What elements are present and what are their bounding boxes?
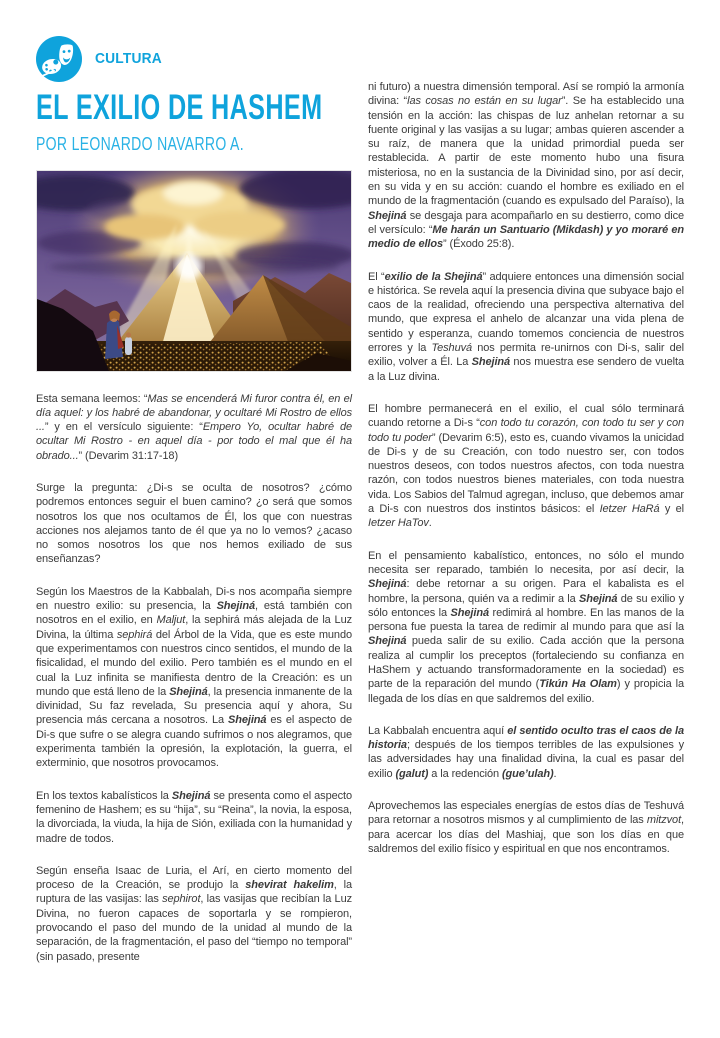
text-run: nos permita re-unirnos con Di-s, salir del exilio, volver a Él. La <box>368 342 684 369</box>
text-run: ” y en el versículo siguiente: “ <box>44 421 203 434</box>
text-run: : debe retornar a su origen. Para el kabalista es el hombre, la persona, quién va a redimir a la <box>368 578 684 605</box>
article-column-right <box>368 36 684 964</box>
text-run: , la presencia inmanente de la divinidad, Su faz revelada, Su presencia aquí y ahora, Su presencia más cercana a nosotros. La <box>36 685 352 727</box>
text-run: ”. Se ha establecido una tensión en la acción: las chispas de luz anhelan retornar a su fuente original y las vasijas a su lugar; ambas quieren ascender a su raíz, de manera que la unidad primordial pueda ser restablecida. A partir de este momento hubo una fisura misteriosa, no en la sustancia de la Divinidad sino, por así decir, en su vida y en su acción: cuando el hombre es exiliado en el mundo de la fragmentación (cuando es expulsado del Paraíso), la <box>368 95 684 208</box>
emphasized-text: (galut) <box>395 767 429 780</box>
emphasized-text: Shejiná <box>216 600 255 613</box>
text-run: . <box>428 517 432 530</box>
text-run: Aprovechemos las especiales energías de estos días de Teshuvá para retornar a nosotros mismos y al cumplimiento de las <box>368 800 684 827</box>
emphasized-text: las cosas no están en su lugar <box>407 95 562 108</box>
emphasized-text: Shejiná <box>368 578 407 591</box>
emphasized-text: Tikún Ha Olam <box>539 678 617 691</box>
paragraph <box>368 80 684 252</box>
text-run: pueda salir de su exilio. Cada acción que la persona realiza al cumplir los preceptos (fortaleciendo su confianza en HaShem y actuando transformadoramente en la sociedad) es parte de la reparación del mundo ( <box>368 635 684 691</box>
paragraph <box>36 392 352 463</box>
emphasized-text: Shejiná <box>578 592 618 605</box>
text-run: ) y propicia la llegada de los días en que saldremos del exilio. <box>368 678 684 705</box>
emphasized-text: Empero Yo, ocultar habré de ocultar Mi Rostro - en aquel día - por todo el mal que él ha obrado... <box>36 421 352 462</box>
text-run: En los textos kabalísticos la <box>36 789 172 802</box>
byline: POR LEONARDO NAVARRO A. <box>36 133 244 154</box>
text-run: ” adquiere entonces una dimensión social e histórica. Se revela aquí la presencia divina que subyace bajo el caos de la realidad, ofreciendo una perspectiva alternativa del mundo, que expresa el anhelo de alcanzar una vida plena de sentido y esperanza, cuando tomemos conciencia de nuestros errores y la <box>368 270 684 355</box>
text-run: de su exilio y sólo entonces la <box>368 592 684 619</box>
paragraph <box>368 270 684 384</box>
article-header <box>36 36 352 153</box>
text-run: En el pensamiento kabalístico, entonces, no sólo el mundo necesita ser reparado, también lo necesita, por así decir, la <box>368 549 684 576</box>
emphasized-text: Maljut <box>156 614 186 627</box>
text-run: redimirá al hombre. En las manos de la persona fue puesta la tarea de redimir al mundo para que así la <box>368 606 684 634</box>
text-run: , para acercar los días del Mashiaj, que son los días en que saldremos del exilio físico y espiritual en que nos encontramos. <box>368 814 684 855</box>
text-run: El hombre permanecerá en el exilio, el cual sólo terminará cuando retorne a Di-s “ <box>368 402 684 430</box>
paragraph <box>368 799 684 856</box>
text-run: . <box>553 767 557 780</box>
text-run: del Árbol de la Vida, que es este mundo que experimentamos con nuestros cinco sentidos, el mundo de la fisicalidad, el mundo del exilio. Pero también es el mundo en el cual la Luz infinita se manifiesta dentro de la Creación: es un mundo que está lleno de la <box>36 628 352 698</box>
text-run: Surge la pregunta: ¿Di-s se oculta de nosotros? ¿cómo podremos entonces seguir el buen camino? ¿o será que somos nosotros los que nos ocultamos de Él, los que con nuestras acciones nos alejamos tanto de él que ya no lo vemos? ¿acaso no somos nosotros los que nos hemos exiliado de sus enseñanzas? <box>36 481 352 566</box>
hero-image <box>36 170 352 372</box>
text-run: , las vasijas que recibían la Luz Divina, no fueron capaces de soportarla y se rompieron, provocando el paso del mundo de la unidad al mundo de la separación, de la fragmentación, el paso del “tiempo no temporal” (sin pasado, presente <box>36 893 352 963</box>
emphasized-text: Ietzer HaTov <box>368 517 429 530</box>
paragraph <box>368 402 684 531</box>
emphasized-text: Ietzer HaRá <box>599 503 660 516</box>
text-run: nos muestra ese sendero de vuelta a la Luz divina. <box>368 356 685 383</box>
text-run: ; después de los tiempos terribles de las expulsiones y las adversidades hay una finalidad divina, la cual es pasar del exilio <box>368 739 684 780</box>
emphasized-text: sephirot <box>162 893 201 906</box>
emphasized-text: exilio de la Shejiná <box>384 270 483 283</box>
paragraph <box>368 549 684 706</box>
text-run: Según los Maestros de la Kabbalah, Di-s nos acompaña siempre en nuestro exilio: su presencia, la <box>36 585 352 613</box>
two-column-layout <box>36 36 684 964</box>
section-label: CULTURA <box>95 51 162 67</box>
emphasized-text: Shejiná <box>228 714 267 727</box>
paragraph <box>36 789 352 846</box>
emphasized-text: con todo tu corazón, con todo tu ser y con todo tu poder <box>368 417 684 444</box>
article-text-left <box>36 392 352 964</box>
emphasized-text: Me harán un Santuario (Mikdash) y yo moraré en medio de ellos <box>368 223 684 251</box>
paragraph <box>36 481 352 567</box>
paragraph <box>368 724 684 781</box>
text-run: La Kabbalah encuentra aquí <box>368 724 508 737</box>
text-run: , la sephirá más alejada de la Luz Divina, la última <box>36 614 352 641</box>
emphasized-text: Shejiná <box>450 606 489 619</box>
sinai-painting <box>37 171 351 371</box>
emphasized-text: shevirat hakelim <box>245 879 334 892</box>
emphasized-text: Shejiná <box>171 789 211 802</box>
paragraph <box>36 585 352 771</box>
text-run: ni futuro) a nuestra dimensión temporal. Así se rompió la armonía divina: “ <box>368 81 684 108</box>
text-run: y el <box>659 503 684 516</box>
text-run: se desgaja para acompañarlo en su destierro, como dice el versículo: “ <box>368 209 684 236</box>
text-run: El “ <box>368 270 385 283</box>
emphasized-text: Mas se encenderá Mi furor contra él, en el día aquel: y los habré de abandonar, y ocultaré Mi Rostro de ellos ... <box>36 392 352 434</box>
text-run: Esta semana leemos: “ <box>36 392 148 405</box>
emphasized-text: Shejiná <box>368 209 407 222</box>
emphasized-text: el sentido oculto tras el caos de la historia <box>368 724 684 752</box>
text-run: a la redención <box>428 767 502 780</box>
emphasized-text: (gue’ulah) <box>501 767 554 780</box>
text-run: , está también con nosotros en el exilio, en <box>36 600 353 627</box>
text-run: ” (Devarim 31:17-18) <box>78 449 179 462</box>
paragraph <box>36 864 352 964</box>
text-run: se presenta como el aspecto femenino de Hashem; es su “hija”, su “Reina”, la novia, la esposa, la divorciada, la viuda, la hija de Sión, exiliada con la humanidad y madre de todos. <box>36 789 352 845</box>
emphasized-text: Shejiná <box>169 685 208 698</box>
emphasized-text: mitzvot <box>646 814 682 827</box>
article-column-left <box>36 36 352 964</box>
page-title: EL EXILIO DE HASHEM <box>36 88 323 127</box>
text-run: Según enseña Isaac de Luria, el Arí, en cierto momento del proceso de la Creación, se produjo la <box>36 864 352 892</box>
text-run: es el aspecto de Di-s que sufre o se alegra cuando sufrimos o nos alegramos, que experimenta también la opresión, la explotación, la guerra, el exterminio, que nosotros provocamos. <box>36 714 352 770</box>
emphasized-text: Shejiná <box>471 356 511 369</box>
text-run: ” (Éxodo 25:8). <box>443 238 515 251</box>
culture-masks-icon <box>36 36 82 82</box>
emphasized-text: Shejiná <box>368 635 407 648</box>
text-run: ” (Devarim 6:5), esto es, cuando vivamos la unicidad de Di-s y de su Creación, con todo nuestro ser, con todos nuestros deseos, con todos nuestros afectos, con toda nuestra razón, con todos nuestros bienes materiales, con toda nuestra vida. Los Sabios del Talmud agregan, incluso, que debemos amar a Di-s con nuestros dos instintos básicos: el <box>368 431 684 516</box>
emphasized-text: Teshuvá <box>431 342 473 355</box>
text-run: , la ruptura de las vasijas: las <box>36 879 352 906</box>
section-row <box>36 36 352 82</box>
emphasized-text: sephirá <box>116 628 153 641</box>
